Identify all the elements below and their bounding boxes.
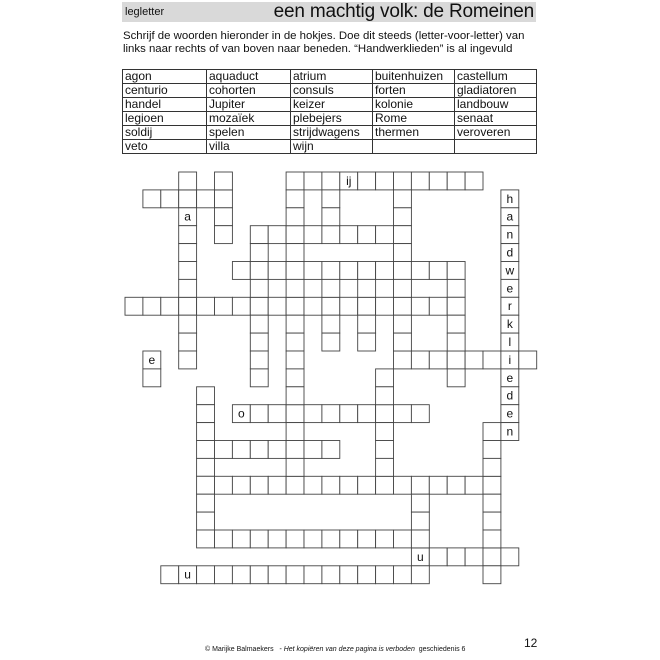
grid-cell[interactable] xyxy=(376,476,394,494)
grid-letter: n xyxy=(506,424,514,439)
grid-cell[interactable] xyxy=(197,190,215,208)
word-cell: veroveren xyxy=(455,126,537,140)
grid-cell[interactable] xyxy=(268,226,286,244)
grid-cell[interactable] xyxy=(232,530,250,548)
footer-subject: geschiedenis 6 xyxy=(418,646,466,653)
grid-cell[interactable] xyxy=(501,279,519,297)
grid-cell[interactable] xyxy=(197,476,215,494)
grid-cell[interactable] xyxy=(286,315,304,333)
grid-cell[interactable] xyxy=(250,476,268,494)
grid-cell[interactable] xyxy=(501,405,519,423)
grid-cell[interactable] xyxy=(143,369,161,387)
grid-cell[interactable] xyxy=(197,494,215,512)
grid-cell[interactable] xyxy=(394,279,412,297)
grid-cell[interactable] xyxy=(304,226,322,244)
word-cell: keizer xyxy=(291,98,373,112)
grid-cell[interactable] xyxy=(215,208,233,226)
grid-cell[interactable] xyxy=(250,279,268,297)
grid-cell[interactable] xyxy=(179,351,197,369)
grid-cell[interactable] xyxy=(232,262,250,280)
grid-cell[interactable] xyxy=(340,226,358,244)
grid-cell[interactable] xyxy=(411,566,429,584)
grid-cell[interactable] xyxy=(358,279,376,297)
grid-cell[interactable] xyxy=(376,387,394,405)
grid-cell[interactable] xyxy=(304,530,322,548)
grid-letter: d xyxy=(506,245,514,260)
footer xyxy=(205,646,465,653)
grid-cell[interactable] xyxy=(447,351,465,369)
grid-cell[interactable] xyxy=(215,476,233,494)
grid-cell[interactable] xyxy=(394,351,412,369)
grid-cell[interactable] xyxy=(250,351,268,369)
word-cell: spelen xyxy=(207,126,291,140)
grid-cell[interactable] xyxy=(286,369,304,387)
grid-cell[interactable] xyxy=(197,566,215,584)
grid-cell[interactable] xyxy=(215,226,233,244)
grid-cell[interactable] xyxy=(286,226,304,244)
grid-cell[interactable] xyxy=(411,548,429,566)
grid-cell[interactable] xyxy=(376,226,394,244)
grid-cell[interactable] xyxy=(161,566,179,584)
grid-cell[interactable] xyxy=(197,512,215,530)
grid-cell[interactable] xyxy=(322,279,340,297)
grid-cell[interactable] xyxy=(268,262,286,280)
grid-letter: r xyxy=(507,299,512,314)
word-cell: handel xyxy=(123,98,207,112)
grid-cell[interactable] xyxy=(322,297,340,315)
grid-cell[interactable] xyxy=(376,441,394,459)
grid-cell[interactable] xyxy=(376,297,394,315)
grid-cell[interactable] xyxy=(125,297,143,315)
grid-cell[interactable] xyxy=(358,172,376,190)
grid-letter: i xyxy=(508,352,512,367)
word-cell: wijn xyxy=(291,140,373,154)
grid-cell[interactable] xyxy=(286,208,304,226)
grid-cell[interactable] xyxy=(286,566,304,584)
grid-letter: e xyxy=(148,352,156,367)
grid-letter: k xyxy=(506,317,513,332)
grid-cell[interactable] xyxy=(394,244,412,262)
grid-cell[interactable] xyxy=(358,476,376,494)
grid-cell[interactable] xyxy=(304,566,322,584)
grid-cell[interactable] xyxy=(411,476,429,494)
grid-letter: e xyxy=(506,281,514,296)
grid-cell[interactable] xyxy=(483,494,501,512)
grid-cell[interactable] xyxy=(376,423,394,441)
grid-cell[interactable] xyxy=(268,297,286,315)
grid-letter: l xyxy=(508,334,512,349)
word-cell: senaat xyxy=(455,112,537,126)
grid-cell[interactable] xyxy=(322,566,340,584)
grid-cell[interactable] xyxy=(394,315,412,333)
word-cell: agon xyxy=(123,70,207,84)
grid-cell[interactable] xyxy=(340,172,358,190)
grid-cell[interactable] xyxy=(250,405,268,423)
grid-cell[interactable] xyxy=(411,297,429,315)
grid-cell[interactable] xyxy=(429,548,447,566)
grid-cell[interactable] xyxy=(447,297,465,315)
grid-cell[interactable] xyxy=(465,351,483,369)
grid-cell[interactable] xyxy=(250,297,268,315)
grid-cell[interactable] xyxy=(394,262,412,280)
grid-cell[interactable] xyxy=(268,476,286,494)
grid-cell[interactable] xyxy=(465,172,483,190)
grid-cell[interactable] xyxy=(501,208,519,226)
grid-letter: u xyxy=(184,567,191,582)
grid-cell[interactable] xyxy=(179,333,197,351)
grid-cell[interactable] xyxy=(501,387,519,405)
grid-cell[interactable] xyxy=(322,190,340,208)
grid-cell[interactable] xyxy=(322,476,340,494)
grid-cell[interactable] xyxy=(286,333,304,351)
footer-copyright: © Marijke Balmaekers xyxy=(205,646,274,653)
grid-cell[interactable] xyxy=(447,548,465,566)
page-number: 12 xyxy=(524,636,538,650)
word-cell: villa xyxy=(207,140,291,154)
grid-cell[interactable] xyxy=(340,566,358,584)
grid-cell[interactable] xyxy=(394,226,412,244)
grid-cell[interactable] xyxy=(340,405,358,423)
grid-cell[interactable] xyxy=(447,369,465,387)
grid-cell[interactable] xyxy=(322,262,340,280)
grid-cell[interactable] xyxy=(286,190,304,208)
grid-cell[interactable] xyxy=(501,297,519,315)
grid-cell[interactable] xyxy=(179,226,197,244)
grid-cell[interactable] xyxy=(286,172,304,190)
grid-cell[interactable] xyxy=(143,297,161,315)
word-cell: Rome xyxy=(373,112,455,126)
grid-cell[interactable] xyxy=(179,172,197,190)
grid-cell[interactable] xyxy=(429,262,447,280)
grid-cell[interactable] xyxy=(286,351,304,369)
grid-cell[interactable] xyxy=(268,441,286,459)
word-cell: strijdwagens xyxy=(291,126,373,140)
word-cell: mozaïek xyxy=(207,112,291,126)
grid-cell[interactable] xyxy=(376,405,394,423)
word-cell: plebejers xyxy=(291,112,373,126)
grid-cell[interactable] xyxy=(268,566,286,584)
grid-cell[interactable] xyxy=(197,441,215,459)
grid-cell[interactable] xyxy=(215,530,233,548)
grid-cell[interactable] xyxy=(447,315,465,333)
grid-cell[interactable] xyxy=(340,297,358,315)
grid-cell[interactable] xyxy=(179,297,197,315)
grid-cell[interactable] xyxy=(161,297,179,315)
grid-cell[interactable] xyxy=(394,333,412,351)
grid-letter: a xyxy=(506,209,514,224)
grid-cell[interactable] xyxy=(429,476,447,494)
grid-cell[interactable] xyxy=(411,351,429,369)
grid-cell[interactable] xyxy=(286,262,304,280)
grid-cell[interactable] xyxy=(304,172,322,190)
grid-cell[interactable] xyxy=(322,208,340,226)
grid-cell[interactable] xyxy=(286,387,304,405)
grid-cell[interactable] xyxy=(376,262,394,280)
grid-cell[interactable] xyxy=(340,530,358,548)
grid-cell[interactable] xyxy=(250,226,268,244)
grid-cell[interactable] xyxy=(411,172,429,190)
grid-cell[interactable] xyxy=(483,441,501,459)
grid-cell[interactable] xyxy=(447,333,465,351)
word-cell: centurio xyxy=(123,84,207,98)
grid-cell[interactable] xyxy=(179,315,197,333)
grid-cell[interactable] xyxy=(197,530,215,548)
word-cell: Jupiter xyxy=(207,98,291,112)
grid-cell[interactable] xyxy=(286,279,304,297)
grid-cell[interactable] xyxy=(358,333,376,351)
grid-cell[interactable] xyxy=(501,315,519,333)
grid-letter: w xyxy=(505,263,515,278)
grid-cell[interactable] xyxy=(286,458,304,476)
grid-cell[interactable] xyxy=(340,262,358,280)
grid-cell[interactable] xyxy=(447,476,465,494)
grid-cell[interactable] xyxy=(250,262,268,280)
grid-cell[interactable] xyxy=(179,244,197,262)
grid-cell[interactable] xyxy=(483,476,501,494)
grid-cell[interactable] xyxy=(268,405,286,423)
grid-cell[interactable] xyxy=(483,530,501,548)
word-cell: gladiatoren xyxy=(455,84,537,98)
grid-cell[interactable] xyxy=(304,262,322,280)
grid-cell[interactable] xyxy=(197,423,215,441)
grid-cell[interactable] xyxy=(501,226,519,244)
grid-letter: e xyxy=(506,370,514,385)
grid-cell[interactable] xyxy=(179,190,197,208)
page-title: een machtig volk: de Romeinen xyxy=(273,1,534,22)
grid-cell[interactable] xyxy=(304,441,322,459)
grid-cell[interactable] xyxy=(286,405,304,423)
grid-cell[interactable] xyxy=(394,172,412,190)
grid-cell[interactable] xyxy=(483,512,501,530)
grid-cell[interactable] xyxy=(197,297,215,315)
word-cell: cohorten xyxy=(207,84,291,98)
grid-letter: e xyxy=(506,406,514,421)
grid-cell[interactable] xyxy=(250,566,268,584)
footer-notice: - Het kopiëren van deze pagina is verboden xyxy=(279,646,415,653)
grid-cell[interactable] xyxy=(215,441,233,459)
grid-cell[interactable] xyxy=(483,458,501,476)
grid-cell[interactable] xyxy=(501,190,519,208)
word-cell: kolonie xyxy=(373,98,455,112)
grid-cell[interactable] xyxy=(501,333,519,351)
grid-cell[interactable] xyxy=(304,405,322,423)
grid-cell[interactable] xyxy=(232,297,250,315)
grid-cell[interactable] xyxy=(322,172,340,190)
grid-cell[interactable] xyxy=(501,262,519,280)
grid-cell[interactable] xyxy=(286,476,304,494)
grid-cell[interactable] xyxy=(465,476,483,494)
grid-cell[interactable] xyxy=(429,172,447,190)
grid-cell[interactable] xyxy=(358,566,376,584)
grid-cell[interactable] xyxy=(286,423,304,441)
grid-cell[interactable] xyxy=(179,262,197,280)
grid-letter: o xyxy=(238,406,245,421)
grid-cell[interactable] xyxy=(394,476,412,494)
instructions: Schrijf de woorden hieronder in de hokjes. Doe dit steeds (letter-voor-letter) van links naar rechts of van boven naar beneden. “Handwerklieden” is al ingevuld xyxy=(123,30,525,55)
word-cell: atrium xyxy=(291,70,373,84)
grid-cell[interactable] xyxy=(376,369,394,387)
grid-cell[interactable] xyxy=(304,297,322,315)
grid-cell[interactable] xyxy=(394,208,412,226)
grid-cell[interactable] xyxy=(322,315,340,333)
grid-cell[interactable] xyxy=(179,279,197,297)
grid-cell[interactable] xyxy=(358,530,376,548)
grid-cell[interactable] xyxy=(268,530,286,548)
grid-cell[interactable] xyxy=(501,369,519,387)
grid-cell[interactable] xyxy=(501,351,519,369)
grid-cell[interactable] xyxy=(250,315,268,333)
grid-cell[interactable] xyxy=(483,548,501,566)
grid-cell[interactable] xyxy=(322,333,340,351)
word-cell: veto xyxy=(123,140,207,154)
grid-cell[interactable] xyxy=(197,405,215,423)
grid-cell[interactable] xyxy=(358,315,376,333)
grid-cell[interactable] xyxy=(286,530,304,548)
grid-cell[interactable] xyxy=(447,279,465,297)
word-cell: landbouw xyxy=(455,98,537,112)
grid-cell[interactable] xyxy=(197,387,215,405)
grid-cell[interactable] xyxy=(501,548,519,566)
grid-cell[interactable] xyxy=(340,476,358,494)
grid-cell[interactable] xyxy=(376,172,394,190)
grid-cell[interactable] xyxy=(250,369,268,387)
grid-cell[interactable] xyxy=(394,530,412,548)
grid-cell[interactable] xyxy=(322,530,340,548)
word-cell: buitenhuizen xyxy=(373,70,455,84)
header-tag: legletter xyxy=(125,6,165,18)
grid-cell[interactable] xyxy=(179,566,197,584)
grid-cell[interactable] xyxy=(215,297,233,315)
word-cell: forten xyxy=(373,84,455,98)
grid-cell[interactable] xyxy=(250,441,268,459)
grid-cell[interactable] xyxy=(215,190,233,208)
grid-cell[interactable] xyxy=(215,566,233,584)
grid-cell[interactable] xyxy=(465,548,483,566)
grid-cell[interactable] xyxy=(483,423,501,441)
grid-cell[interactable] xyxy=(143,190,161,208)
grid-cell[interactable] xyxy=(179,208,197,226)
grid-cell[interactable] xyxy=(197,458,215,476)
grid-cell[interactable] xyxy=(429,351,447,369)
word-cell: thermen xyxy=(373,126,455,140)
grid-cell[interactable] xyxy=(483,351,501,369)
grid-cell[interactable] xyxy=(501,244,519,262)
grid-cell[interactable] xyxy=(232,405,250,423)
grid-cell[interactable] xyxy=(411,512,429,530)
grid-cell[interactable] xyxy=(250,244,268,262)
grid-cell[interactable] xyxy=(411,494,429,512)
grid-cell[interactable] xyxy=(411,530,429,548)
grid-cell[interactable] xyxy=(394,190,412,208)
word-cell: legioen xyxy=(123,112,207,126)
grid-cell[interactable] xyxy=(232,566,250,584)
grid-cell[interactable] xyxy=(161,190,179,208)
grid-cell[interactable] xyxy=(143,351,161,369)
grid-letter: u xyxy=(417,549,424,564)
grid-cell[interactable] xyxy=(429,297,447,315)
grid-cell[interactable] xyxy=(519,351,537,369)
grid-cell[interactable] xyxy=(250,333,268,351)
grid-cell[interactable] xyxy=(447,172,465,190)
grid-cell[interactable] xyxy=(358,297,376,315)
grid-cell[interactable] xyxy=(232,476,250,494)
grid-cell[interactable] xyxy=(411,262,429,280)
grid-cell[interactable] xyxy=(286,441,304,459)
word-cell: castellum xyxy=(455,70,537,84)
grid-cell[interactable] xyxy=(411,405,429,423)
grid-cell[interactable] xyxy=(322,441,340,459)
grid-cell[interactable] xyxy=(304,476,322,494)
grid-cell[interactable] xyxy=(358,262,376,280)
grid-cell[interactable] xyxy=(232,441,250,459)
grid-cell[interactable] xyxy=(394,405,412,423)
grid-cell[interactable] xyxy=(376,458,394,476)
grid-cell[interactable] xyxy=(286,244,304,262)
grid-cell[interactable] xyxy=(394,297,412,315)
grid-cell[interactable] xyxy=(376,530,394,548)
grid-letter: ij xyxy=(346,173,352,188)
grid-cell[interactable] xyxy=(322,226,340,244)
grid-cell[interactable] xyxy=(447,262,465,280)
grid-cell[interactable] xyxy=(322,405,340,423)
grid-cell[interactable] xyxy=(250,530,268,548)
word-cell: soldij xyxy=(123,126,207,140)
word-cell: aquaduct xyxy=(207,70,291,84)
grid-cell[interactable] xyxy=(376,566,394,584)
grid-letter: a xyxy=(184,209,191,224)
grid-letter: h xyxy=(506,191,514,206)
grid-cell[interactable] xyxy=(501,423,519,441)
word-cell: consuls xyxy=(291,84,373,98)
grid-cell[interactable] xyxy=(215,172,233,190)
grid-cell[interactable] xyxy=(394,566,412,584)
grid-letter: n xyxy=(506,227,514,242)
grid-letter: d xyxy=(506,388,514,403)
grid-cell[interactable] xyxy=(286,297,304,315)
grid-cell[interactable] xyxy=(483,566,501,584)
grid-cell[interactable] xyxy=(358,405,376,423)
grid-cell[interactable] xyxy=(358,226,376,244)
